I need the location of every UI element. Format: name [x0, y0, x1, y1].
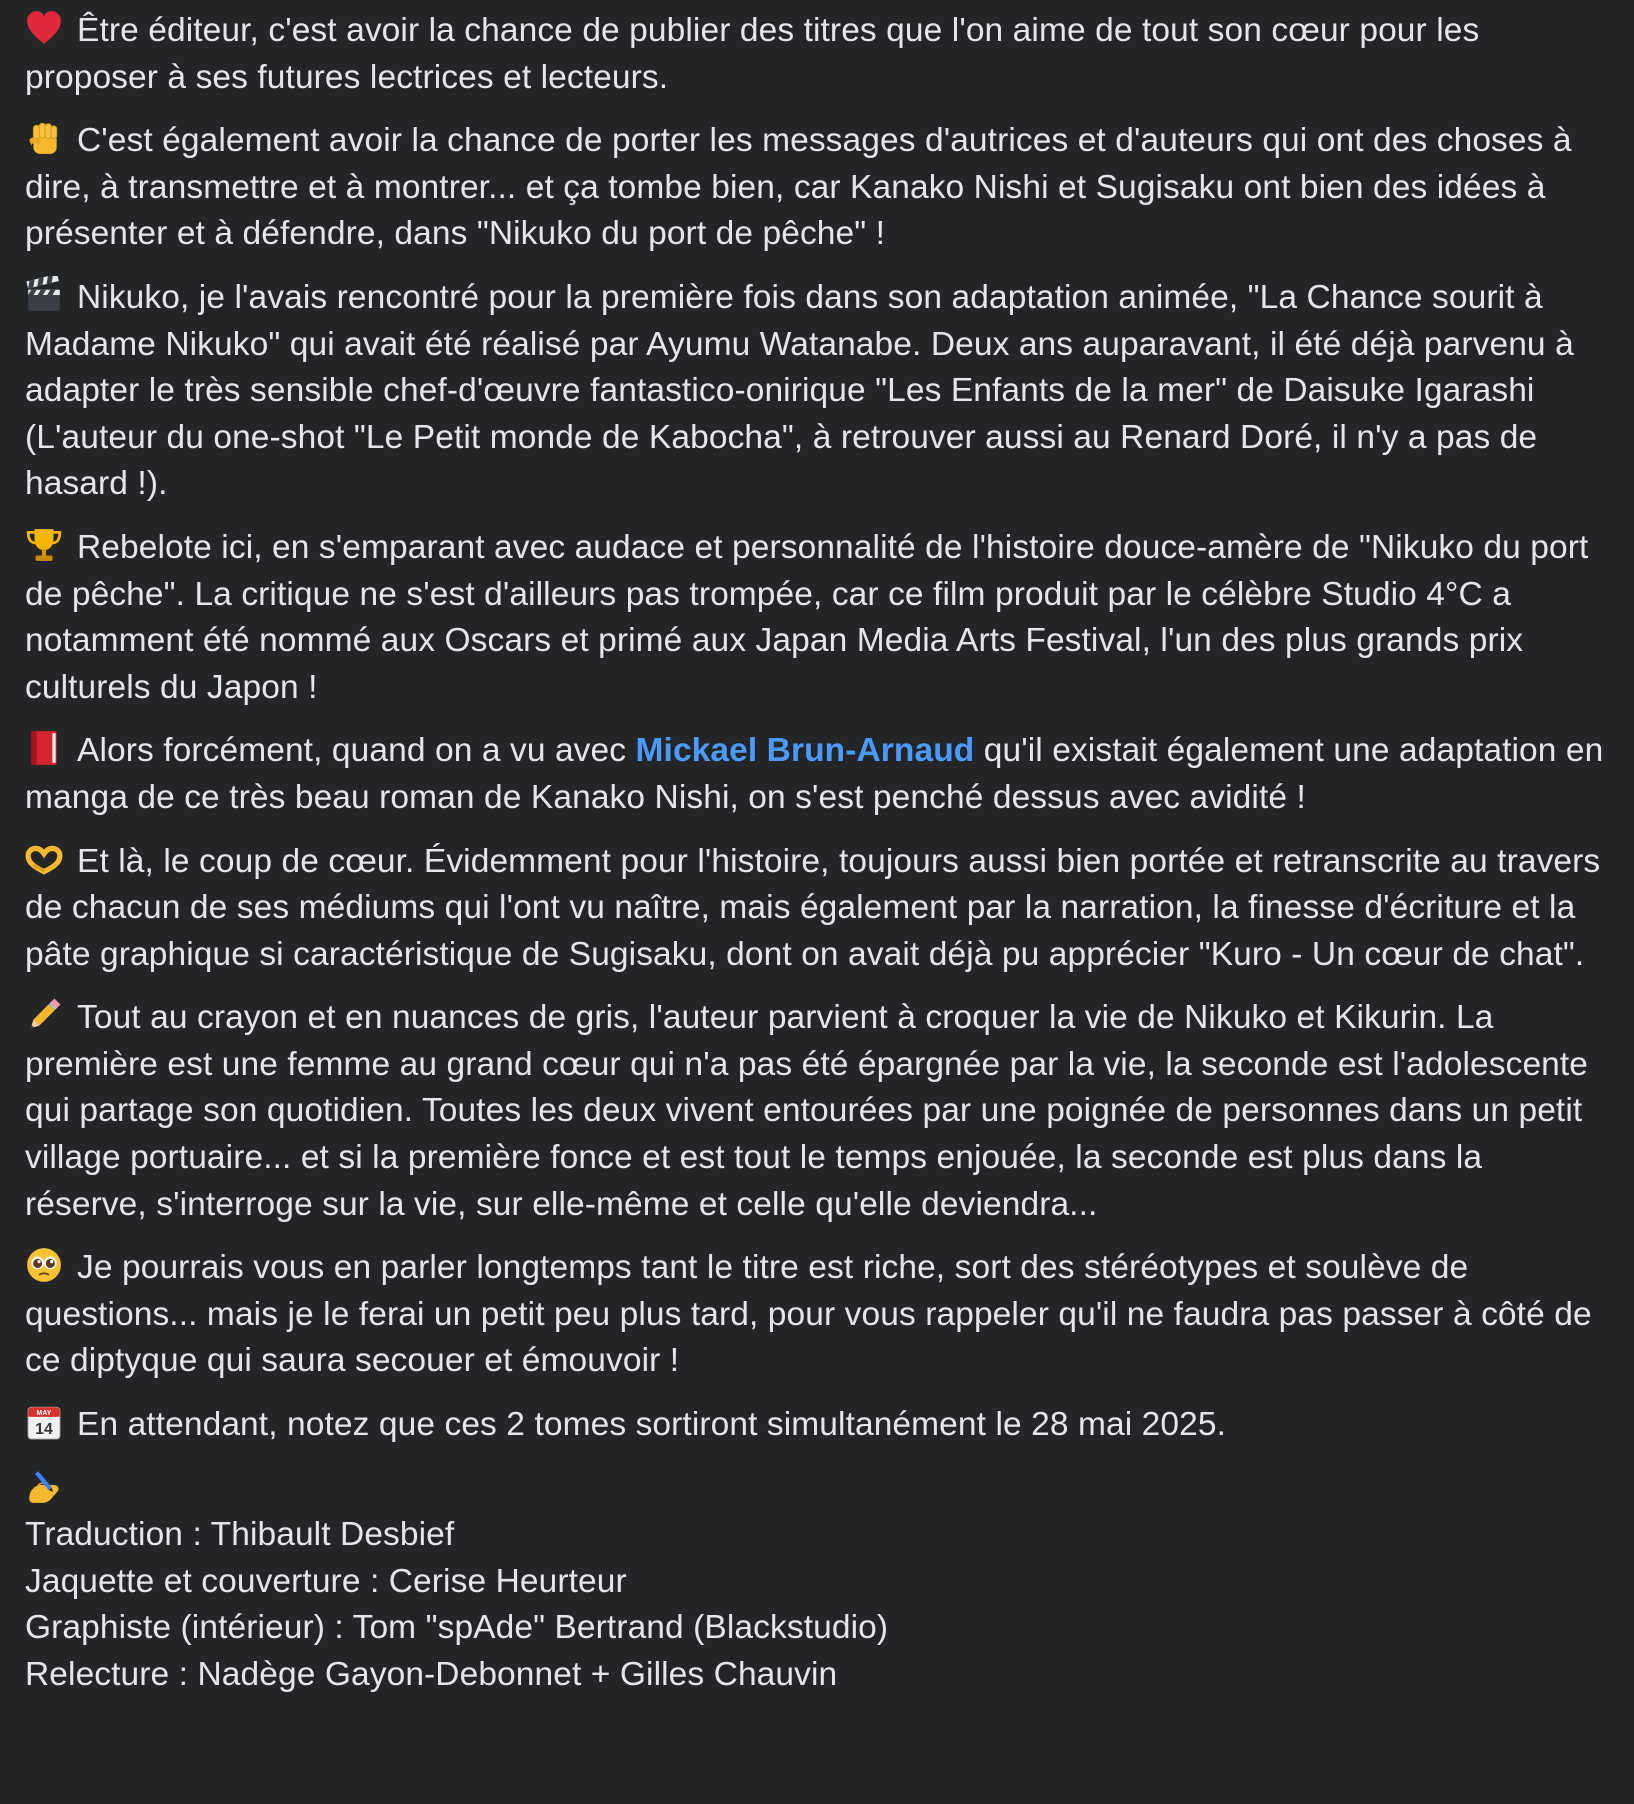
heart-icon [25, 9, 63, 47]
pencil-icon [25, 996, 63, 1034]
post-paragraph [25, 118, 1608, 258]
paragraph-text: Alors forcément, quand on a vu avec [77, 732, 636, 770]
paragraph-text: Être éditeur, c'est avoir la chance de publier des titres que l'on aime de tout son cœur pour les proposer à ses futures lectrices et lecteurs. [25, 12, 1480, 96]
post-paragraph [25, 275, 1608, 508]
paragraph-text: Et là, le coup de cœur. Évidemment pour l'histoire, toujours aussi bien portée et retranscrite au travers de chacun de ses médiums qui l'ont vu naître, mais également par la narration, la finesse d'écriture et la pâte graphique si caractéristique de Sugisaku, dont on avait déjà pu apprécier "Kuro - Un cœur de chat". [25, 842, 1601, 973]
credit-line: Relecture : Nadège Gayon-Debonnet + Gilles Chauvin [25, 1656, 838, 1693]
paragraph-text: qu'il existait également une adaptation en manga de ce très beau roman de Kanako Nishi, on s'est penché dessus avec avidité ! [25, 732, 1604, 816]
paragraph-text: C'est également avoir la chance de porter les messages d'autrices et d'auteurs qui ont des choses à dire, à transmettre et à montrer... et ça tombe bien, car Kanako Nishi et Sugisaku ont bien des idées à présenter et à défendre, dans "Nikuko du port de pêche" ! [25, 122, 1572, 253]
post-paragraph [25, 525, 1608, 711]
paragraph-text: Tout au crayon et en nuances de gris, l'auteur parvient à croquer la vie de Nikuko et Kikurin. La première est une femme au grand cœur qui n'a pas été épargnée par la vie, la seconde est l'adolescente qui partage son quotidien. Toutes les deux vivent entourées par une poignée de personnes dans un petit village portuaire... et si la première fonce et est tout le temps enjouée, la seconde est plus dans la réserve, s'interroge sur la vie, sur elle-même et celle qu'elle deviendra... [25, 999, 1589, 1223]
calendar-day: 14 [35, 1421, 53, 1439]
credit-line: Traduction : Thibault Desbief [25, 1516, 455, 1554]
heart-hands-icon [25, 840, 63, 878]
calendar-icon [25, 1403, 63, 1441]
post-paragraph [25, 995, 1608, 1228]
paragraph-text: Je pourrais vous en parler longtemps tant le titre est riche, sort des stéréotypes et soulève de questions... mais je le ferai un petit peu plus tard, pour vous rappeler qu'il ne faudra pas passer à côté de ce diptyque qui saura secouer et émouvoir ! [25, 1249, 1592, 1380]
closed-book-icon [25, 729, 63, 767]
post-paragraph [25, 839, 1608, 979]
clapper-board-icon [25, 276, 63, 314]
trophy-icon [25, 526, 63, 564]
post-paragraph [25, 728, 1608, 821]
calendar-month: MAY [36, 1410, 52, 1418]
writing-hand-icon [25, 1467, 63, 1505]
credits-block [25, 1466, 1608, 1699]
post-paragraph [25, 1402, 1608, 1449]
paragraph-text: Rebelote ici, en s'emparant avec audace et personnalité de l'histoire douce-amère de "Nikuko du port de pêche". La critique ne s'est d'ailleurs pas trompée, car ce film produit par le célèbre Studio 4°C a notamment été nommé aux Oscars et primé aux Japan Media Arts Festival, l'un des plus grands prix culturels du Japon ! [25, 528, 1589, 706]
pleading-face-icon [25, 1246, 63, 1284]
mention-link[interactable]: Mickael Brun-Arnaud [635, 732, 975, 770]
credit-line: Jaquette et couverture : Cerise Heurteur [25, 1562, 627, 1600]
paragraph-text: En attendant, notez que ces 2 tomes sortiront simultanément le 28 mai 2025. [77, 1406, 1227, 1444]
credit-line: Graphiste (intérieur) : Tom "spAde" Bertrand (Blackstudio) [25, 1609, 889, 1647]
paragraph-text: Nikuko, je l'avais rencontré pour la première fois dans son adaptation animée, "La Chance sourit à Madame Nikuko" qui avait été réalisé par Ayumu Watanabe. Deux ans auparavant, il été déjà parvenu à adapter le très sensible chef-d'œuvre fantastico-onirique "Les Enfants de la mer" de Daisuke Igarashi (L'auteur du one-shot "Le Petit monde de Kabocha", à retrouver aussi au Renard Doré, il n'y a pas de hasard !). [25, 278, 1574, 503]
raised-fist-icon [25, 119, 63, 157]
post-paragraph [25, 1245, 1608, 1385]
post-paragraph [25, 8, 1608, 101]
